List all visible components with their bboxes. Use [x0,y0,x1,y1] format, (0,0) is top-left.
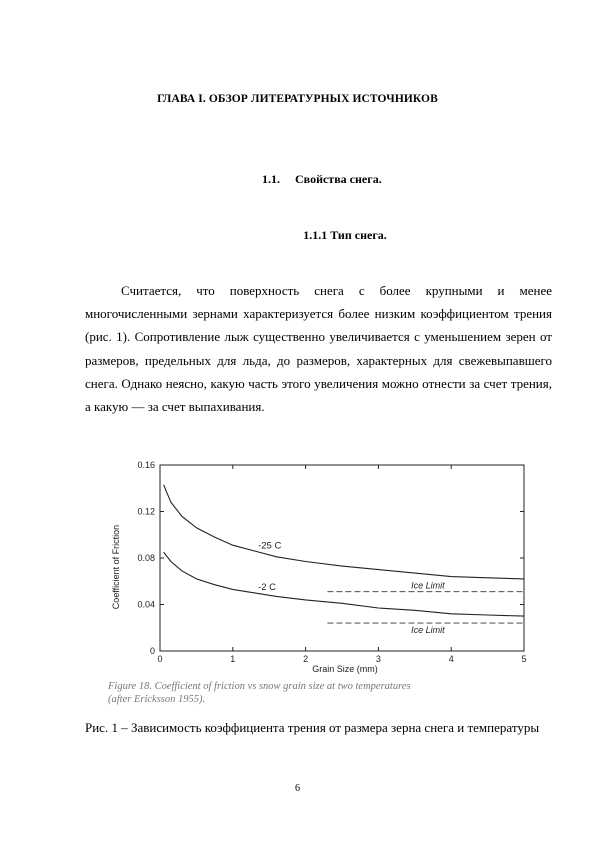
section-number: 1.1. [262,172,280,186]
chapter-title: ГЛАВА I. ОБЗОР ЛИТЕРАТУРНЫХ ИСТОЧНИКОВ [157,93,438,105]
series-line-minus2c [164,552,524,616]
subsection-heading: 1.1.1 Тип снега. [303,228,387,242]
y-axis-label: Coefficient of Friction [111,524,121,610]
ice-limit-label: Ice Limit [411,625,445,636]
y-tick-label: 0.16 [137,460,155,470]
figure-friction-chart [100,455,540,715]
x-axis-label: Grain Size (mm) [312,664,378,674]
figure-caption: Рис. 1 – Зависимость коэффициента трения от размера зерна снега и температуры [85,720,540,735]
x-tick-label: 4 [448,654,454,664]
page-number: 6 [295,783,300,794]
series-label: -25 C [258,540,282,552]
section-title: Свойства снега. [295,172,382,186]
chart-series [164,485,524,616]
series-line-minus25c [164,485,524,579]
chart-reference-lines [327,581,524,635]
body-paragraph: Считается, что поверхность снега с более крупными и менее многочисленными зернами характеризуется более низким коэффициентом трения (рис. 1). Сопротивление лыж существенно увеличивается с уменьшением зерен от размеров, предельных для льда, до размеров, характерных для свежевыпавшего снега. Однако неясно, какую часть этого увеличения можно отнести за счет трения, а какую — за счет выпахивания. [85,283,552,415]
figure-embedded-caption-line2: (after Ericksson 1955). [108,694,206,705]
y-tick-label: 0.08 [137,553,155,563]
y-tick-label: 0.12 [137,506,155,517]
x-tick-label: 0 [157,654,163,664]
x-tick-label: 5 [521,654,527,664]
x-tick-label: 2 [303,654,309,664]
y-tick-label: 0 [149,646,155,656]
ice-limit-label: Ice Limit [411,580,445,591]
y-tick-label: 0.04 [137,599,155,610]
figure-embedded-caption-line1: Figure 18. Coefficient of friction vs snow grain size at two temperatures [108,681,411,692]
section-heading [262,172,382,187]
series-label: -2 C [258,582,277,594]
chart-ticks [137,460,526,664]
x-tick-label: 3 [375,654,381,664]
x-tick-label: 1 [230,654,236,664]
chart-svg [100,455,540,715]
